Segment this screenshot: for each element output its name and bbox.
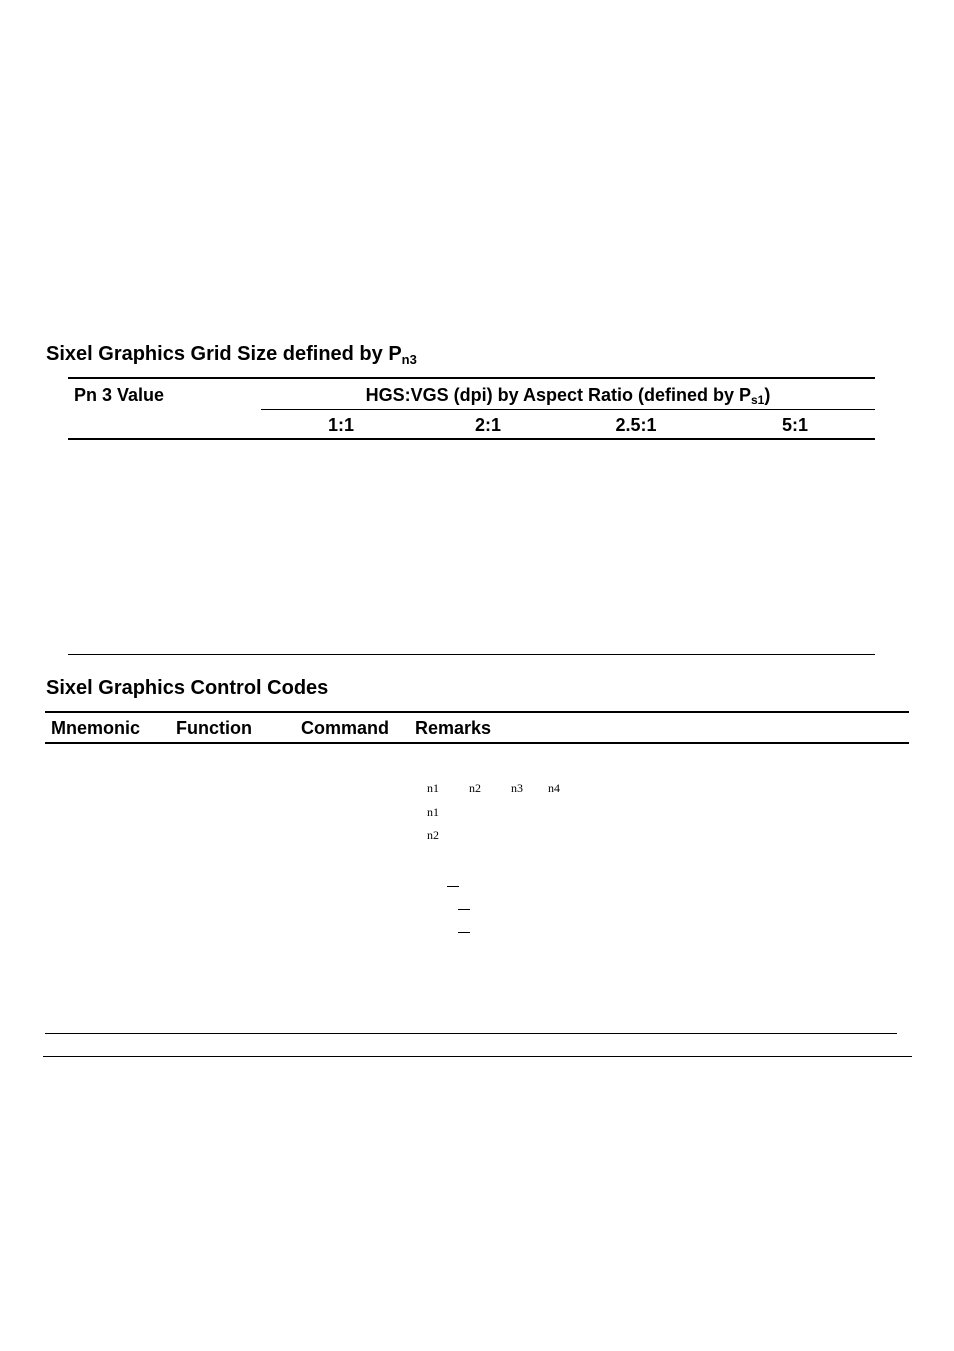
remark-param-n4: n4 (548, 781, 560, 795)
page-bottom-rule (43, 1056, 912, 1057)
aspect-ratio-group-rule (261, 409, 875, 410)
aspect-ratio-group-header: HGS:VGS (dpi) by Aspect Ratio (defined by $P_{s1}$) (365, 385, 771, 407)
remark-param-n2: n2 (469, 781, 481, 795)
remark-param-n3: n3 (511, 781, 523, 795)
grid-table-header-bottom-rule (68, 438, 875, 440)
remark-param-n1-line: n1 (427, 805, 439, 819)
remark-underline-mark-2 (458, 909, 470, 910)
remark-underline-mark-1 (447, 886, 459, 887)
control-codes-title: Sixel Graphics Control Codes (46, 677, 329, 699)
grid-table-bottom-rule (68, 654, 875, 655)
column-header-command: Command (301, 718, 390, 738)
grid-table-top-rule (68, 377, 875, 379)
column-header-mnemonic: Mnemonic (51, 718, 141, 738)
remark-param-n1: n1 (427, 781, 439, 795)
grid-size-title-subscript: n3 (401, 352, 417, 367)
ratio-header-1-1: 1:1 (327, 415, 354, 435)
column-header-remarks: Remarks (415, 718, 492, 738)
remark-param-n2-line: n2 (427, 828, 439, 842)
ratio-header-5-1: 5:1 (781, 415, 808, 435)
ratio-header-2-5-1: 2.5:1 (615, 415, 657, 435)
ratio-header-2-1: 2:1 (474, 415, 501, 435)
control-table-bottom-rule (45, 1033, 897, 1034)
remark-underline-mark-3 (458, 932, 470, 933)
control-table-top-rule (45, 711, 909, 713)
grid-size-title: Sixel Graphics Grid Size defined by $P_{n3}$ (46, 343, 417, 367)
pn3-value-header: Pn 3 Value (74, 385, 165, 405)
column-header-function: Function (176, 718, 252, 738)
control-table-header-bottom-rule (45, 742, 909, 744)
